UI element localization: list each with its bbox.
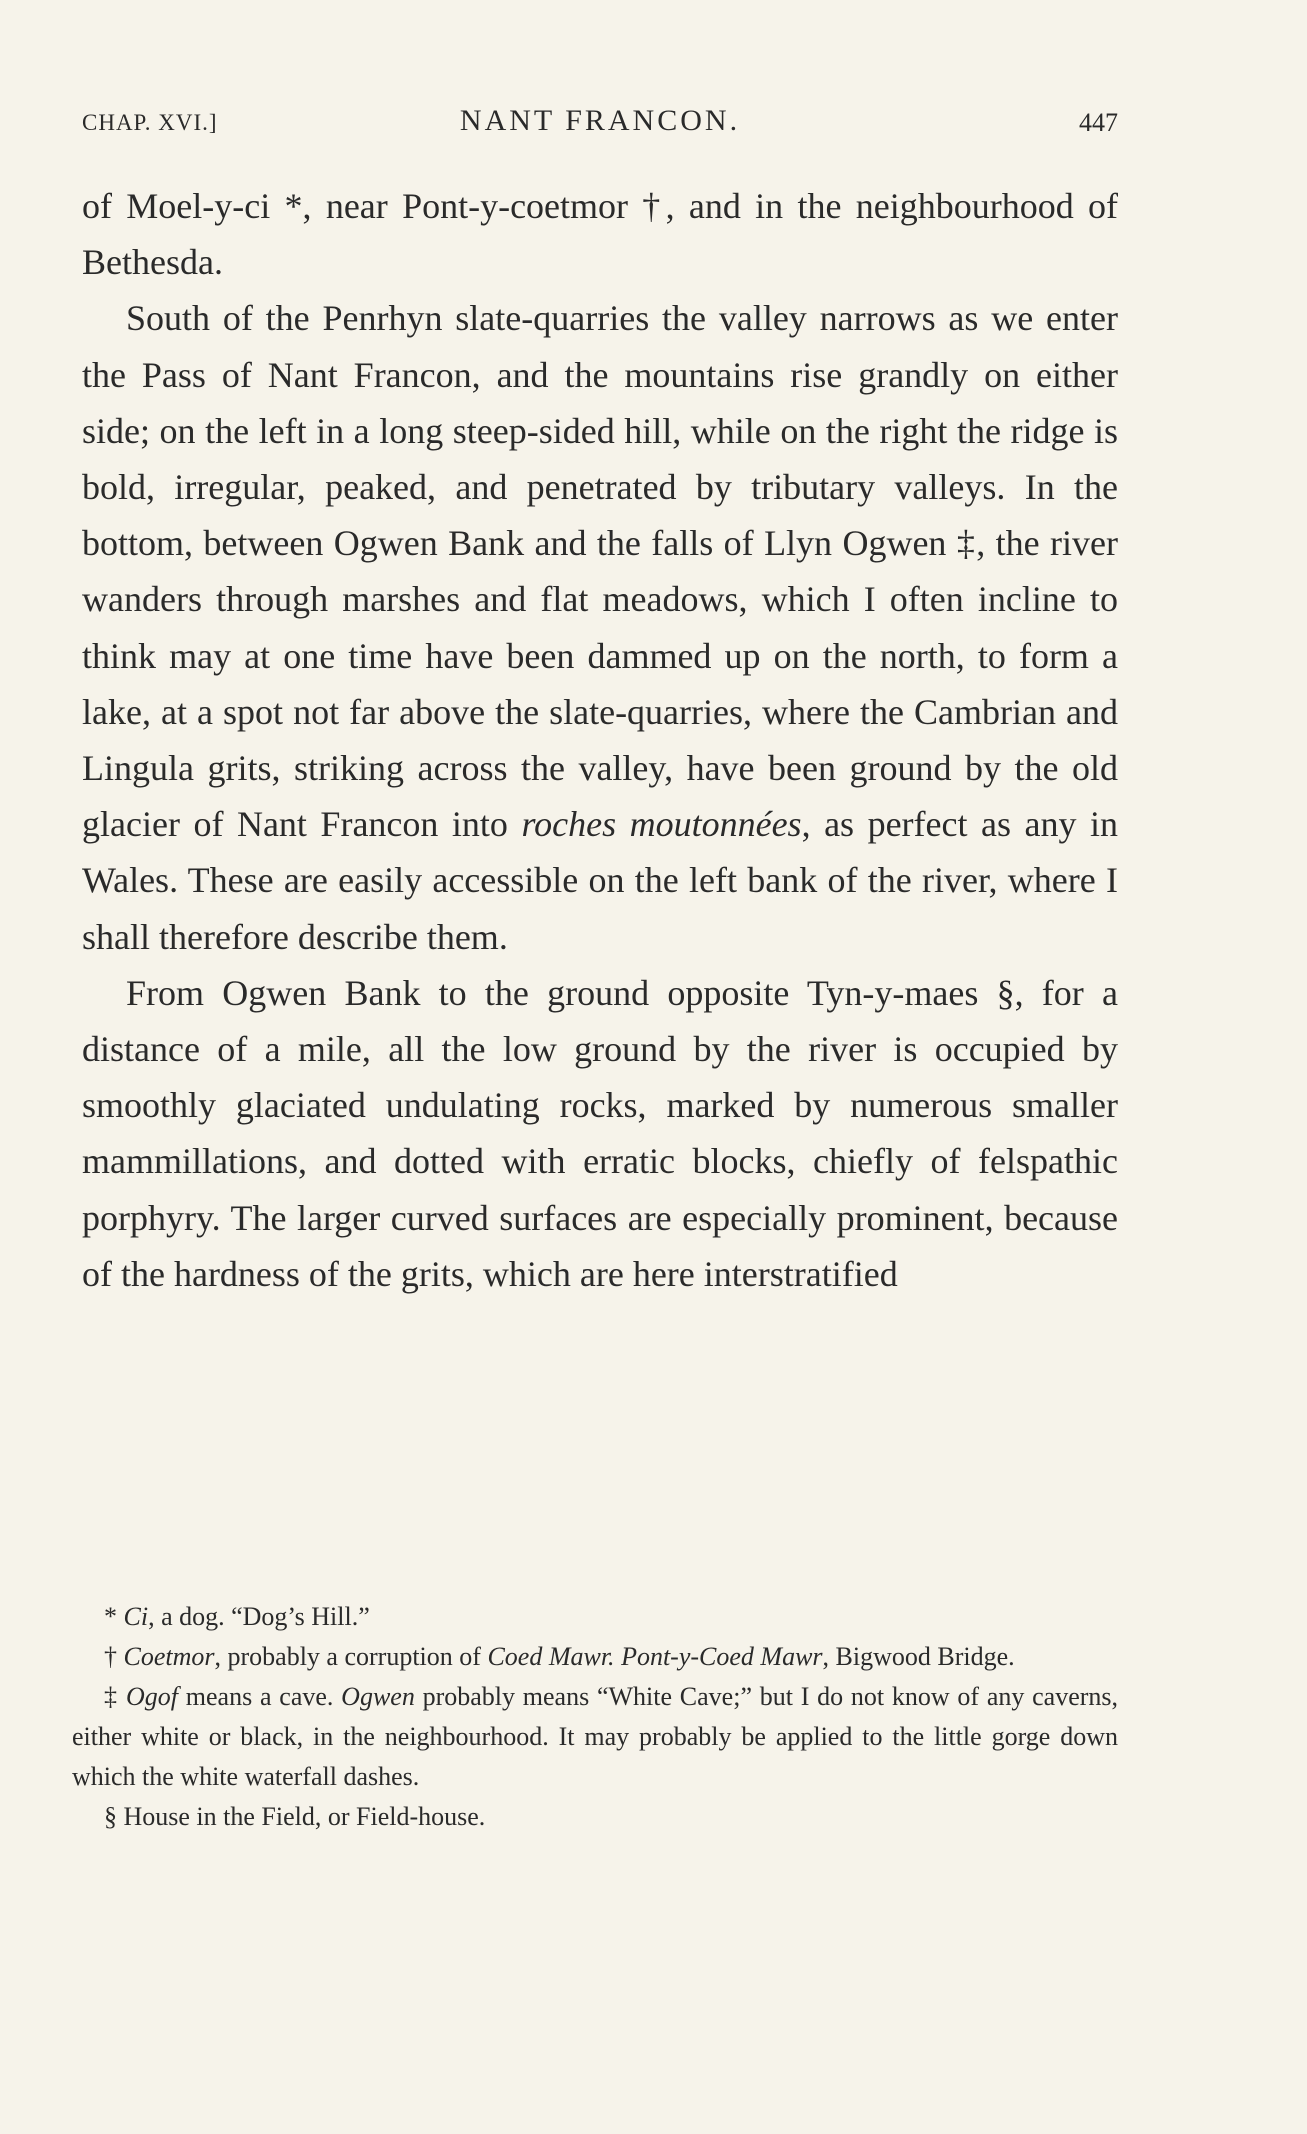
- footnote-2-italic-1: Coetmor: [123, 1642, 215, 1671]
- footnote-3-text-2: probably means “White Cave;” but I do not know of any caverns, either white or black, in the neighbourhood. It may probably be applied to the little gorge down which the white waterfall dashes.: [72, 1682, 1119, 1791]
- footnote-1-italic: Ci: [123, 1602, 149, 1631]
- paragraph-2-text-b: , as perfect as any in Wales. These are easily accessible on the left bank of the river, where I shall therefore describe them.: [82, 804, 1118, 957]
- paragraph-1: of Moel-y-ci *, near Pont-y-coetmor †, and in the neighbourhood of Bethesda.: [82, 186, 1118, 283]
- footnote-1-mark: *: [104, 1602, 117, 1631]
- footnote-2-text-2: , Bigwood Bridge.: [822, 1642, 1015, 1671]
- footnote-2-text-1: , probably a corruption of: [214, 1642, 481, 1671]
- running-head: [82, 104, 1118, 144]
- footnote-4-text: House in the Field, or Field-house.: [123, 1802, 486, 1831]
- footnote-1-text: , a dog. “Dog’s Hill.”: [148, 1602, 370, 1631]
- page-title: NANT FRANCON.: [459, 104, 741, 137]
- footnote-3: [72, 1677, 1118, 1797]
- footnote-2-italic-3: Pont-y-Coed Mawr: [621, 1642, 823, 1671]
- footnote-2-italic-2: Coed Mawr.: [487, 1642, 615, 1671]
- footnote-3-italic-1: Ogof: [126, 1682, 179, 1711]
- footnote-2-mark: †: [104, 1642, 117, 1671]
- footnote-3-mark: ‡: [104, 1682, 119, 1711]
- paragraph-2-italic: roches moutonnées: [521, 804, 802, 845]
- body-text: [82, 178, 1118, 1302]
- footnote-4: [72, 1797, 1118, 1837]
- footnote-3-italic-2: Ogwen: [341, 1682, 415, 1711]
- paragraph-2: [82, 290, 1118, 964]
- footnote-4-mark: §: [104, 1802, 117, 1831]
- footnote-2: [72, 1637, 1118, 1677]
- paragraph-2-text-a: South of the Penrhyn slate-quarries the valley narrows as we enter the Pass of Nant Francon, and the mountains rise grandly on either side; on the left in a long steep-sided hill, while on the right the ridge is bold, irregular, peaked, and penetrated by tributary valleys. In the bottom, between Ogwen Bank and the falls of Llyn Ogwen ‡, the river wanders through marshes and flat meadows, which I often incline to think may at one time have been dammed up on the north, to form a lake, at a spot not far above the slate-quarries, where the Cambrian and Lingula grits, striking across the valley, have been ground by the old glacier of Nant Francon into: [82, 298, 1118, 845]
- footnotes: [72, 1597, 1118, 1837]
- paragraph-3: From Ogwen Bank to the ground opposite Tyn-y-maes §, for a distance of a mile, all the low ground by the river is occupied by smoothly glaciated undulating rocks, marked by numerous smaller mammillations, and dotted with erratic blocks, chiefly of felspathic porphyry. The larger curved surfaces are especially prominent, because of the hardness of the grits, which are here interstratified: [82, 972, 1118, 1294]
- page-number: 447: [1079, 108, 1118, 137]
- footnote-3-text-1: means a cave.: [185, 1682, 334, 1711]
- footnote-1: [72, 1597, 1118, 1637]
- chapter-label: CHAP. XVI.]: [82, 110, 218, 135]
